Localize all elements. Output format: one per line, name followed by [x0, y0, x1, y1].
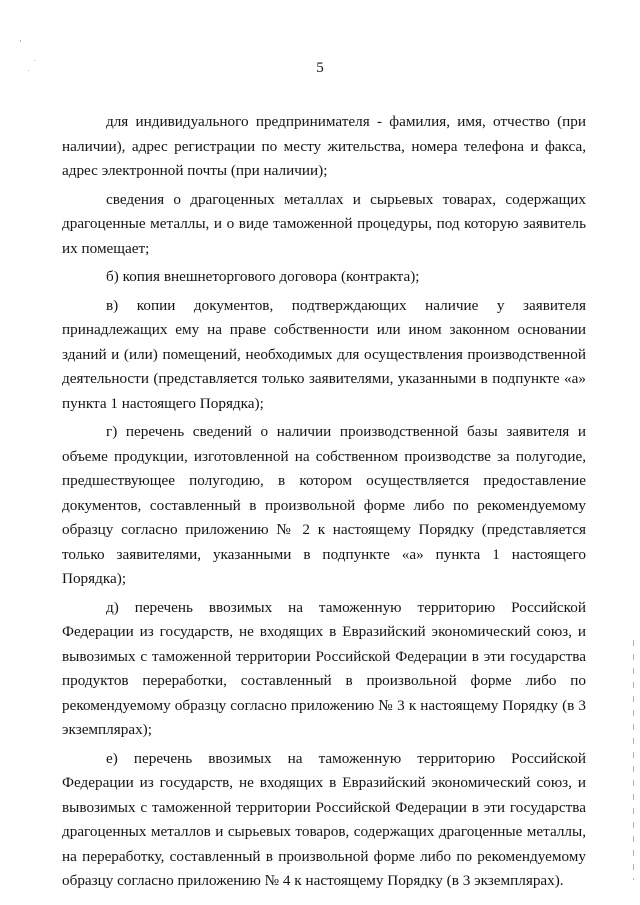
paragraph-item-e: е) перечень ввозимых на таможенную территорию Российской Федерации из государств, не входящих в Евразийский экономический союз, и вывозимых с таможенной территории Российской Федерации в эти государства драгоценных металлов и сырьевых товаров, содержащих драгоценные металлы, на переработку, составленный в произвольной форме либо по рекомендуемому образцу согласно приложению № 4 к настоящему Порядку (в 3 экземплярах).: [62, 749, 586, 889]
page-number: 5: [316, 60, 324, 76]
scan-artifact: [633, 640, 634, 880]
paragraph-item-d: д) перечень ввозимых на таможенную территорию Российской Федерации из государств, не входящих в Евразийский экономический союз, и вывозимых с таможенной территории Российской Федерации в эти государства продуктов переработки, составленный в произвольной форме либо по рекомендуемому образцу согласно приложению № 3 к настоящему Порядку (в 3 экземплярах);: [62, 598, 586, 738]
paragraph-individual-entrepreneur: для индивидуального предпринимателя - фамилия, имя, отчество (при наличии), адрес регистрации по месту жительства, номера телефона и факса, адрес электронной почты (при наличии);: [62, 113, 586, 179]
paragraph-item-g: г) перечень сведений о наличии производственной базы заявителя и объеме продукции, изготовленной на собственном производстве за полугодие, предшествующее полугодию, в котором осуществляется предоставление документов, составленный в произвольной форме либо по рекомендуемому образцу согласно приложению № 2 к настоящему Порядку (представляется только заявителями, указанными в подпункте «а» пункта 1 настоящего Порядка);: [62, 423, 586, 587]
paragraph-item-b: б) копия внешнеторгового договора (контракта);: [106, 268, 420, 285]
paragraph-precious-metals-info: сведения о драгоценных металлах и сырьевых товарах, содержащих драгоценные металлы, и о виде таможенной процедуры, под которую заявитель их помещает;: [62, 190, 586, 257]
paragraph-item-v: в) копии документов, подтверждающих наличие у заявителя принадлежащих ему на праве собственности или ином законном основании зданий и (или) помещений, необходимых для осуществления производственной деятельности (представляется только заявителями, указанными в подпункте «а» пункта 1 настоящего Порядка);: [62, 296, 586, 412]
document-body: [62, 110, 586, 898]
scan-artifact: [20, 40, 21, 42]
